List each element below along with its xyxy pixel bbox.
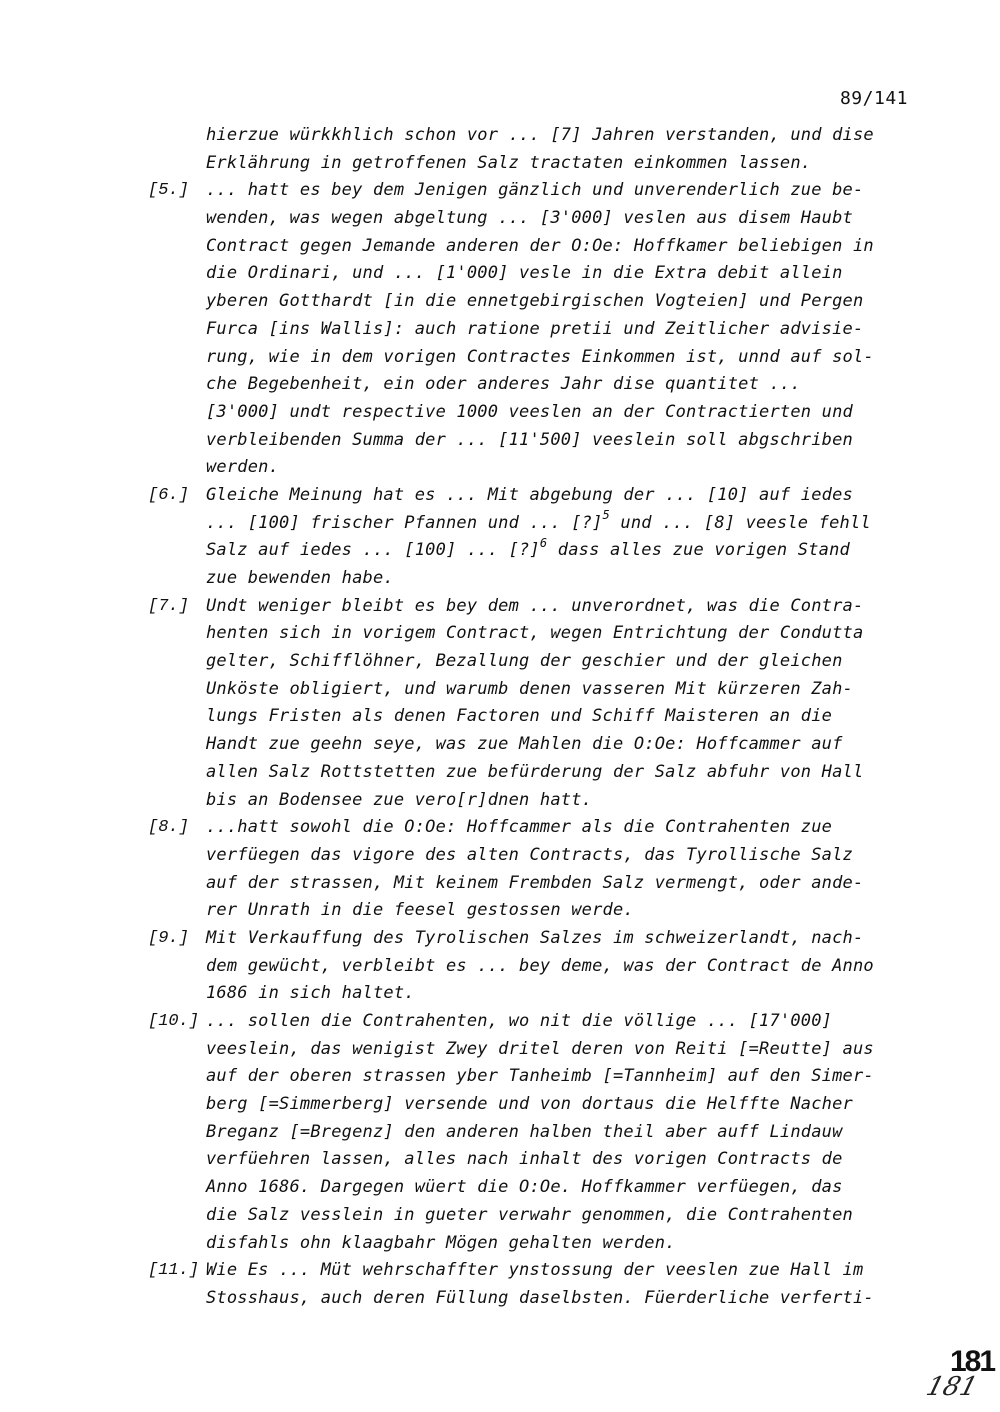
text-line: verfüegen das vigore des alten Contracts, das Tyrollische Salz [206, 844, 853, 865]
text-line: ... [100] frischer Pfannen und ... [?]$^5$ und ... [8] veesle fehll [206, 507, 871, 533]
text-line: ... hatt es bey dem Jenigen gänzlich und unverenderlich zue be- [206, 180, 864, 201]
paragraph [148, 593, 918, 815]
paragraph-number: [5.] [148, 181, 189, 201]
text-line: bis an Bodensee zue vero[r]dnen hatt. [206, 789, 593, 810]
text-line: allen Salz Rottstetten zue befürderung der Salz abfuhr von Hall [206, 761, 864, 782]
text-line: Wie Es ... Müt wehrschaffter ynstossung der veeslen zue Hall im [206, 1260, 864, 1281]
paragraph-number: [8.] [148, 818, 189, 838]
text-line: yberen Gotthardt [in die ennetgebirgischen Vogteien] und Pergen [206, 291, 864, 312]
text-line: berg [=Simmerberg] versende und von dortaus die Helffte Nacher [206, 1094, 853, 1115]
paragraph [148, 1257, 918, 1312]
text-line: Anno 1686. Dargegen wüert die O:Oe. Hoffkammer verfüegen, das [206, 1177, 843, 1198]
text-line: che Begebenheit, ein oder anderes Jahr dise quantitet ... [206, 374, 801, 395]
text-line: Stosshaus, auch deren Füllung daselbsten. Füerderliche verferti- [206, 1287, 874, 1308]
text-line: wenden, was wegen abgeltung ... [3'000] veslen aus disem Haubt [206, 208, 853, 229]
paragraph [148, 177, 918, 482]
text-line: verbleibenden Summa der ... [11'500] veeslein soll abgschriben [206, 429, 853, 450]
text-line: rer Unrath in die feesel gestossen werde. [206, 900, 634, 921]
paragraph-number: [10.] [148, 1012, 200, 1031]
paragraph [148, 122, 918, 177]
text-line: ... sollen die Contrahenten, wo nit die völlige ... [17'000] [206, 1011, 833, 1031]
text-line: lungs Fristen als denen Factoren und Schiff Maisteren an die [206, 706, 833, 727]
text-line: [3'000] undt respective 1000 veeslen an der Contractierten und [206, 401, 853, 422]
text-line: auf der oberen strassen yber Tanheimb [=Tannheim] auf den Simer- [206, 1066, 874, 1087]
text-line: Unköste obligiert, und warumb denen vasseren Mit kürzeren Zah- [206, 678, 853, 699]
footnote-marker: 5 [602, 507, 610, 522]
text-line: verfüehren lassen, alles nach inhalt des vorigen Contracts de [206, 1149, 843, 1170]
text-line: Mit Verkauffung des Tyrolischen Salzes im schweizerlandt, nach- [206, 927, 864, 948]
paragraph-number: [9.] [148, 928, 189, 948]
text-line: Undt weniger bleibt es bey dem ... unverordnet, was die Contra- [206, 595, 864, 616]
text-line: hierzue würkkhlich schon vor ... [7] Jahren verstanden, und dise [206, 125, 874, 145]
paragraph [148, 482, 918, 593]
paragraph-number: [7.] [148, 596, 189, 616]
text-line: dem gewücht, verbleibt es ... bey deme, was der Contract de Anno [206, 955, 874, 976]
text-line: ...hatt sowohl die O:Oe: Hoffcammer als die Contrahenten zue [206, 817, 833, 838]
paragraph [148, 1008, 918, 1257]
paragraph-number: [6.] [148, 485, 189, 505]
text-line: werden. [206, 457, 280, 478]
text-line: Contract gegen Jemande anderen der O:Oe: Hoffkamer beliebigen in [206, 235, 874, 256]
paragraph-number: [11.] [148, 1261, 200, 1281]
text-line: zue bewenden habe. [206, 568, 394, 588]
text-line: Breganz [=Bregenz] den anderen halben theil aber auff Lindauw [206, 1121, 843, 1142]
text-line: Handt zue geehn seye, was zue Mahlen die O:Oe: Hoffcammer auf [206, 734, 843, 755]
text-line: Erklährung in getroffenen Salz tractaten einkommen lassen. [206, 152, 812, 173]
text-line: Gleiche Meinung hat es ... Mit abgebung der ... [10] auf iedes [206, 484, 853, 505]
text-line: rung, wie in dem vorigen Contractes Einkommen ist, unnd auf sol- [206, 346, 874, 367]
paragraph [148, 925, 918, 1008]
text-line: veeslein, das wenigist Zwey dritel deren von Reiti [=Reutte] aus [206, 1038, 874, 1059]
text-line: Salz auf iedes ... [100] ... [?]$^6$ dass alles zue vorigen Stand [206, 535, 850, 561]
folio-stamp: 181 [950, 1345, 995, 1378]
text-line: disfahls ohn klaagbahr Mögen gehalten werden. [206, 1232, 676, 1253]
text-line: gelter, Schifflöhner, Bezallung der geschier und der gleichen [206, 651, 843, 672]
text-line: auf der strassen, Mit keinem Frembden Salz vermengt, oder ande- [206, 872, 864, 893]
paragraph [148, 814, 918, 925]
text-line: die Salz vesslein in gueter verwahr genommen, die Contrahenten [206, 1204, 853, 1225]
text-line: henten sich in vorigem Contract, wegen Entrichtung der Condutta [206, 623, 864, 644]
folio-handwritten: 181 [922, 1372, 981, 1402]
document-body [148, 122, 918, 1313]
footnote-marker: 6 [539, 535, 548, 550]
text-line: 1686 in sich haltet. [206, 983, 415, 1004]
page-number: 89/141 [839, 88, 908, 109]
text-line: Furca [ins Wallis]: auch ratione pretii und Zeitlicher advisie- [206, 318, 864, 339]
text-line: die Ordinari, und ... [1'000] vesle in die Extra debit allein [206, 263, 843, 284]
